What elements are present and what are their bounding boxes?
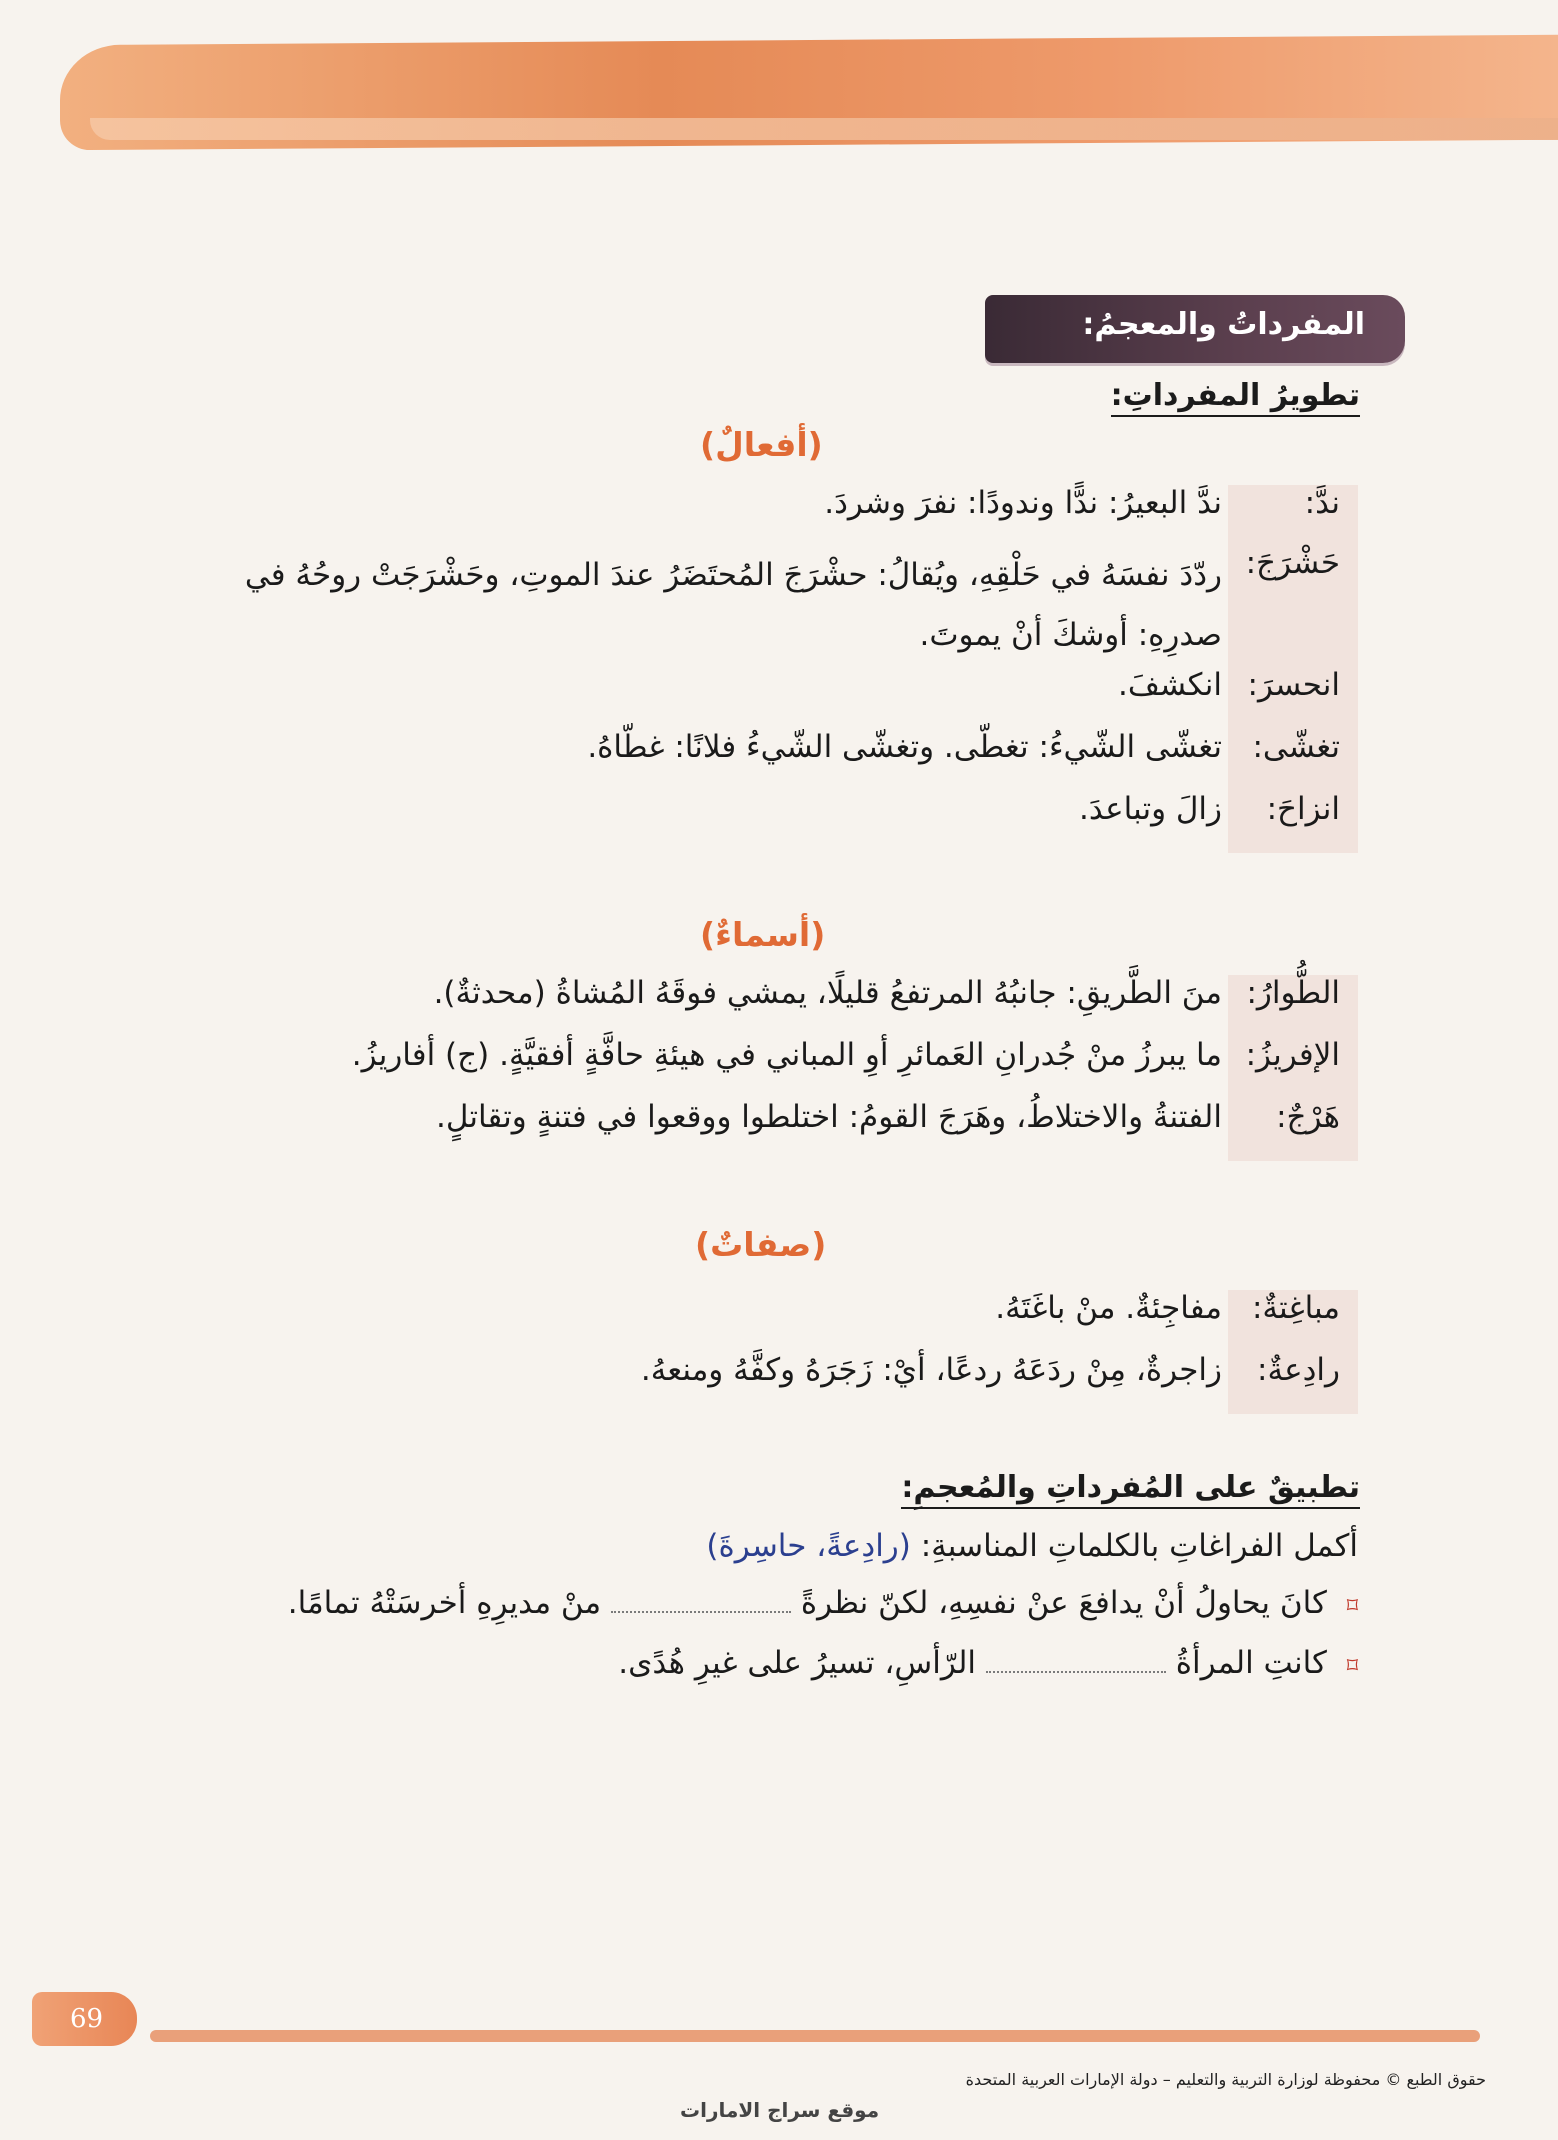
sentence-after: الرّأسِ، تسيرُ على غيرِ هُدًى. (618, 1645, 977, 1681)
entry-term: انزاحَ: (1228, 791, 1358, 853)
entry-definition: زالَ وتباعدَ. (1079, 791, 1222, 827)
list-item (198, 791, 1358, 853)
bullet-icon: ⌑ (1346, 1654, 1358, 1679)
nouns-title: (أسماءٌ) (700, 915, 826, 954)
entry-term: مباغِتةٌ: (1228, 1290, 1358, 1352)
list-item (198, 729, 1358, 791)
entry-definition: انكشفَ. (1118, 667, 1222, 703)
adjectives-list (198, 1290, 1358, 1414)
bullet-icon: ⌑ (1346, 1594, 1358, 1619)
nouns-list (198, 975, 1358, 1161)
site-footer: موقع سراج الامارات (680, 2098, 880, 2122)
exercise-instruction (706, 1528, 1358, 1564)
page-number: 69 (70, 2004, 104, 2034)
verbs-title: (أفعالٌ) (700, 425, 823, 464)
entry-term: الإفريزُ: (1228, 1037, 1358, 1099)
footer-bar (150, 2030, 1480, 2042)
exercise-sentence (618, 1645, 1358, 1681)
entry-definition: زاجرةٌ، مِنْ ردَعَهُ ردعًا، أيْ: زَجَرَهُ وكفَّهُ ومنعهُ. (640, 1352, 1222, 1388)
entry-term: الطُّوارُ: (1228, 975, 1358, 1037)
entry-term: انحسرَ: (1228, 667, 1358, 729)
word-options: (رادِعةً، حاسِرةَ) (706, 1528, 911, 1564)
entry-definition: مفاجِئةٌ. منْ باغَتَهُ. (995, 1290, 1222, 1326)
blank-field[interactable] (611, 1585, 791, 1613)
entry-term: ندَّ: (1228, 485, 1358, 545)
entry-definition: تغشّى الشّيءُ: تغطّى. وتغشّى الشّيءُ فلانًا: غطّاهُ. (587, 729, 1222, 765)
adjectives-title: (صفاتٌ) (695, 1225, 827, 1264)
entry-definition: الفتنةُ والاختلاطُ، وهَرَجَ القومُ: اختلطوا ووقعوا في فتنةٍ وتقاتلٍ. (436, 1099, 1222, 1135)
entry-term: رادِعةٌ: (1228, 1352, 1358, 1414)
blank-field[interactable] (986, 1645, 1166, 1673)
exercise-sentence (288, 1585, 1358, 1621)
entry-definition: ما يبرزُ منْ جُدرانِ العَمائرِ أوِ المباني في هيئةِ حافَّةٍ أفقيَّةٍ. (ج) أفاريزُ. (351, 1037, 1222, 1073)
entry-term: هَرْجٌ: (1228, 1099, 1358, 1161)
list-item (198, 1037, 1358, 1099)
development-heading: تطويرُ المفرداتِ: (1111, 378, 1360, 417)
list-item (198, 667, 1358, 729)
instruction-text: أكمل الفراغاتِ بالكلماتِ المناسبةِ: (920, 1528, 1358, 1564)
list-item (198, 1099, 1358, 1161)
entry-term: تغشّى: (1228, 729, 1358, 791)
entry-definition: منَ الطَّريقِ: جانبُهُ المرتفعُ قليلًا، يمشي فوقَهُ المُشاةُ (محدثةٌ). (433, 975, 1222, 1011)
sentence-before: كانَ يحاولُ أنْ يدافعَ عنْ نفسِهِ، لكنّ نظرةً (800, 1585, 1327, 1621)
entry-definition: ردّدَ نفسَهُ في حَلْقِهِ، ويُقالُ: حشْرَجَ المُحتَضَرُ عندَ الموتِ، وحَشْرَجَتْ روحُهُ في صدرِهِ: أوشكَ أنْ يموتَ. (244, 557, 1222, 653)
header-decoration-shade (90, 118, 1558, 140)
sentence-after: منْ مديرِهِ أخرسَتْهُ تمامًا. (287, 1585, 602, 1621)
list-item (198, 1290, 1358, 1352)
sentence-before: كانتِ المرأةُ (1175, 1645, 1327, 1681)
verbs-list (198, 485, 1358, 853)
entry-definition: ندَّ البعيرُ: ندًّا وندودًا: نفرَ وشردَ. (824, 485, 1222, 521)
application-heading: تطبيقٌ على المُفرداتِ والمُعجمِ: (901, 1470, 1360, 1509)
list-item (198, 545, 1358, 667)
section-banner (985, 295, 1405, 363)
page-number-tab (32, 1992, 137, 2046)
entry-term: حَشْرَجَ: (1228, 545, 1358, 667)
list-item (198, 975, 1358, 1037)
list-item (198, 485, 1358, 545)
copyright-text: حقوق الطبع © محفوظة لوزارة التربية والتعليم – دولة الإمارات العربية المتحدة (965, 2070, 1486, 2089)
list-item (198, 1352, 1358, 1414)
section-banner-title: المفرداتُ والمعجمُ: (1082, 307, 1365, 342)
